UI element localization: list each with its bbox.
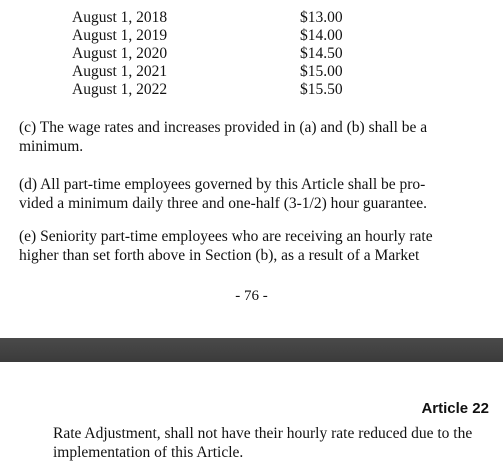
text-line: minimum.	[19, 138, 84, 155]
page-separator	[0, 338, 503, 362]
hourly-rate: $14.00	[300, 27, 343, 44]
text-line: (d) All part-time employees governed by this Article shall be pro-	[19, 176, 426, 193]
table-row	[72, 45, 372, 63]
wage-rate-table	[72, 9, 372, 99]
paragraph-d	[19, 175, 489, 213]
page-number: - 76 -	[235, 288, 268, 304]
effective-date: August 1, 2021	[72, 63, 168, 80]
effective-date: August 1, 2019	[72, 27, 168, 44]
paragraph-continued	[53, 424, 493, 462]
text-line: (e) Seniority part-time employees who are receiving an hourly rate	[19, 228, 433, 245]
paragraph-c	[19, 118, 489, 156]
text-line: Rate Adjustment, shall not have their hourly rate reduced due to the	[53, 425, 473, 442]
hourly-rate: $14.50	[300, 45, 343, 62]
hourly-rate: $15.00	[300, 63, 343, 80]
effective-date: August 1, 2022	[72, 81, 168, 98]
text-line: higher than set forth above in Section (b), as a result of a Market	[19, 247, 420, 264]
table-row	[72, 63, 372, 81]
table-row	[72, 81, 372, 99]
hourly-rate: $13.00	[300, 9, 343, 26]
article-heading: Article 22	[421, 400, 489, 417]
paragraph-e	[19, 227, 489, 265]
text-line: implementation of this Article.	[53, 444, 244, 461]
text-line: (c) The wage rates and increases provided in (a) and (b) shall be a	[19, 119, 428, 136]
table-row	[72, 9, 372, 27]
effective-date: August 1, 2020	[72, 45, 168, 62]
text-line: vided a minimum daily three and one-half (3-1/2) hour guarantee.	[19, 195, 428, 212]
effective-date: August 1, 2018	[72, 9, 168, 26]
table-row	[72, 27, 372, 45]
hourly-rate: $15.50	[300, 81, 343, 98]
